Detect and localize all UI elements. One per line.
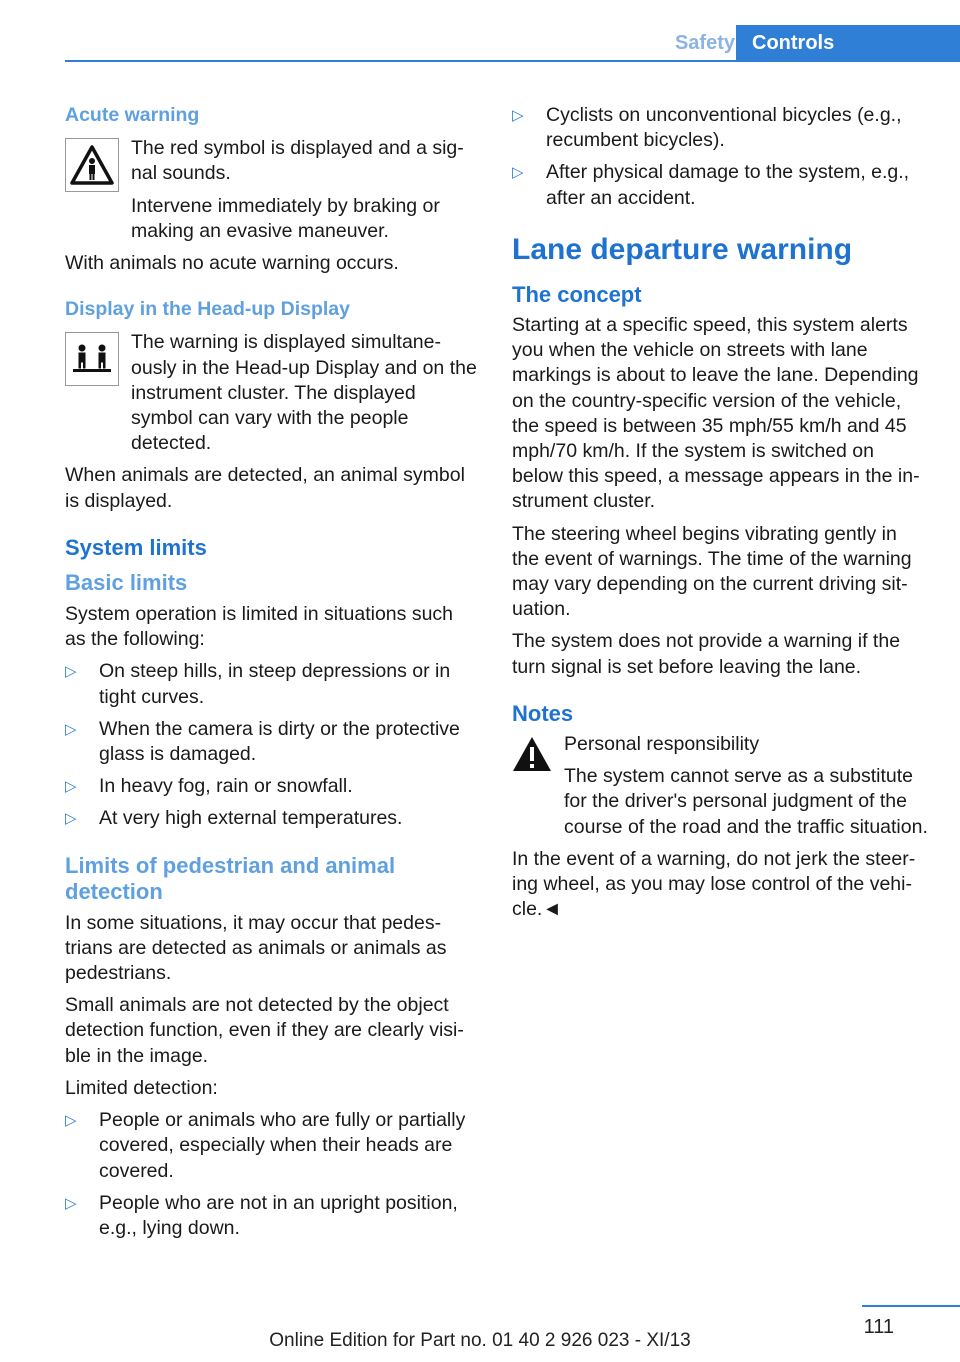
list-item: ▷ People or animals who are fully or partially covered, especially when their heads are covered.	[65, 1109, 466, 1182]
bullet-icon: ▷	[512, 107, 524, 124]
concept-heading: The concept	[512, 281, 642, 307]
concept-text-1: Starting at a specific speed, this system alerts you when the vehicle on streets with lane markings is about to leave the lane. Depending on the country-specific version of the vehicle, the speed is between 35 mph/55 km/h and 45 mph/70 km/h. If the system is switched on below this speed, a message appears in the in-strument cluster.	[512, 314, 920, 513]
list-item: ▷ At very high external temperatures.	[65, 806, 479, 831]
concept-text-2: The steering wheel begins vibrating gently in the event of warnings. The time of the warning may vary depending on the current driving sit-uation.	[512, 522, 912, 621]
limited-detection-list-continued	[512, 103, 928, 211]
list-item: ▷ On steep hills, in steep depressions or in tight curves.	[65, 660, 451, 708]
note-text-2: In the event of a warning, do not jerk the steer-ing wheel, as you may lose control of the vehi-cle.◄	[512, 847, 916, 921]
left-column	[65, 103, 479, 1248]
acute-warning-action: Intervene immediately by braking or making an evasive maneuver.	[131, 194, 440, 242]
bullet-icon: ▷	[65, 1112, 77, 1130]
list-item: ▷ When the camera is dirty or the protective glass is damaged.	[65, 717, 460, 766]
basic-limits-list	[65, 659, 479, 831]
basic-limits-intro: System operation is limited in situations such as the following:	[65, 603, 454, 651]
bullet-icon: ▷	[65, 1194, 77, 1212]
bullet-icon: ▷	[65, 720, 77, 738]
basic-limits-heading: Basic limits	[65, 570, 188, 596]
warning-triangle-icon	[512, 736, 552, 772]
header-tab-safety: Safety	[674, 32, 735, 54]
hud-animals-note: When animals are detected, an animal symbol is displayed.	[65, 464, 465, 512]
acute-warning-text: The red symbol is displayed and a sig-nal sounds.	[131, 137, 464, 185]
header-tab-controls: Controls	[736, 25, 960, 61]
note-title: Personal responsibility	[564, 733, 760, 756]
hud-heading: Display in the Head-up Display	[65, 298, 350, 321]
list-item: ▷ In heavy fog, rain or snowfall.	[65, 774, 479, 799]
note-text-1: The system cannot serve as a substitute for the driver's personal judgment of the course of the road and the traffic situation.	[564, 765, 928, 838]
bullet-icon: ▷	[65, 778, 77, 796]
acute-animals-note: With animals no acute warning occurs.	[65, 252, 399, 275]
hud-text: The warning is displayed simultane-ously in the Head-up Display and on the instrument cluster. The displayed symbol can vary with the people detected.	[131, 331, 477, 455]
note-block	[512, 732, 928, 840]
bullet-icon: ▷	[65, 810, 77, 828]
detection-limits-heading: Limits of pedestrian and animal detection	[65, 852, 396, 904]
limited-detection-label: Limited detection:	[65, 1076, 218, 1099]
acute-warning-block	[65, 136, 479, 244]
list-item: ▷ After physical damage to the system, e.g., after an accident.	[512, 161, 910, 209]
detection-limits-text-1: In some situations, it may occur that pedes-trians are detected as animals or animals as pedestrians.	[65, 911, 447, 985]
detection-limits-text-2: Small animals are not detected by the object detection function, even if they are clearly visi-ble in the image.	[65, 994, 464, 1067]
acute-warning-heading: Acute warning	[65, 104, 200, 126]
edition-footer: Online Edition for Part no. 01 40 2 926 023 - XI/13	[269, 1330, 691, 1351]
limited-detection-list	[65, 1108, 479, 1241]
pedestrian-warning-icon	[65, 138, 119, 192]
list-item: ▷ Cyclists on unconventional bicycles (e.g., recumbent bicycles).	[512, 104, 902, 152]
page-number: 111	[863, 1316, 894, 1338]
bullet-icon: ▷	[512, 164, 524, 182]
system-limits-heading: System limits	[65, 534, 207, 560]
concept-text-3: The system does not provide a warning if the turn signal is set before leaving the lane.	[512, 630, 901, 678]
lane-departure-heading: Lane departure warning	[512, 232, 853, 266]
notes-heading: Notes	[512, 700, 574, 726]
hud-block	[65, 330, 479, 456]
bullet-icon: ▷	[65, 663, 77, 681]
right-column	[512, 103, 928, 929]
people-detected-icon	[65, 332, 119, 386]
header-rule	[65, 60, 960, 62]
list-item: ▷ People who are not in an upright position, e.g., lying down.	[65, 1191, 458, 1239]
footer-rule	[862, 1305, 960, 1307]
